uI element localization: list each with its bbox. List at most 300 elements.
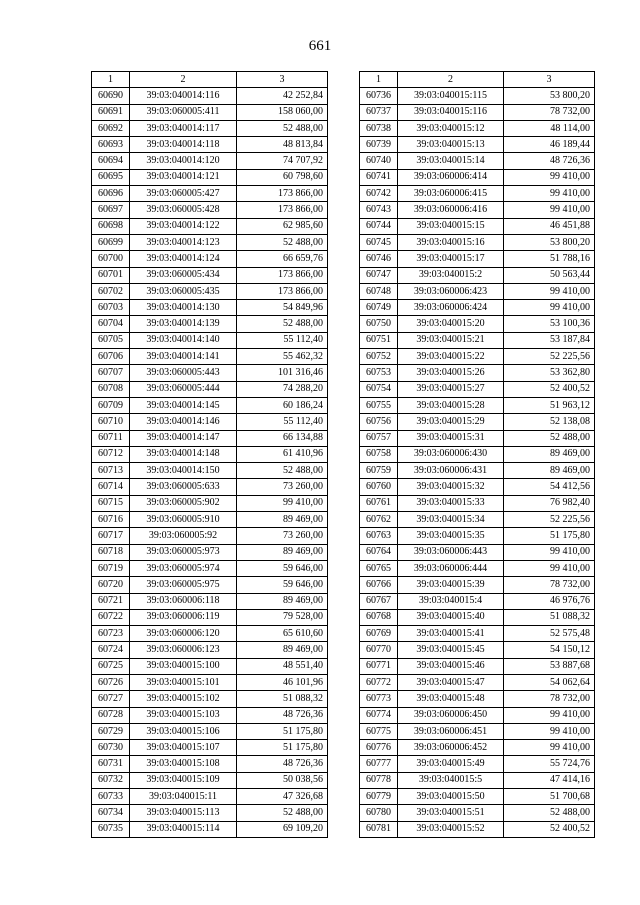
table-header-row [360,72,595,88]
cadastral-number: 39:03:040014:141 [130,349,237,365]
table-row [92,512,328,528]
cadastral-number: 39:03:060005:428 [130,202,237,218]
cadastral-number: 39:03:040015:27 [398,381,504,397]
cadastral-value: 53 887,68 [504,658,595,674]
cadastral-number: 39:03:040015:49 [398,756,504,772]
cadastral-number: 39:03:040015:101 [130,674,237,690]
row-number: 60701 [92,267,130,283]
table-row [92,365,328,381]
cadastral-value: 99 410,00 [504,707,595,723]
table-row [92,104,328,120]
row-number: 60750 [360,316,398,332]
table-row [360,528,595,544]
cadastral-value: 173 866,00 [237,283,328,299]
row-number: 60749 [360,300,398,316]
row-number: 60700 [92,251,130,267]
row-number: 60716 [92,512,130,528]
cadastral-value: 78 732,00 [504,691,595,707]
row-number: 60742 [360,186,398,202]
cadastral-value: 48 726,36 [504,153,595,169]
row-number: 60724 [92,642,130,658]
registry-table-right [359,71,595,838]
cadastral-number: 39:03:060005:435 [130,283,237,299]
column-header-cadastral: 2 [130,72,237,88]
cadastral-number: 39:03:040014:116 [130,88,237,104]
row-number: 60762 [360,512,398,528]
row-number: 60748 [360,283,398,299]
cadastral-value: 73 260,00 [237,479,328,495]
row-number: 60725 [92,658,130,674]
row-number: 60723 [92,626,130,642]
table-row [360,512,595,528]
table-row [92,251,328,267]
cadastral-value: 47 326,68 [237,789,328,805]
cadastral-value: 54 849,96 [237,300,328,316]
row-number: 60703 [92,300,130,316]
cadastral-value: 54 062,64 [504,674,595,690]
table-row [360,169,595,185]
row-number: 60691 [92,104,130,120]
table-row [360,707,595,723]
table-row [360,251,595,267]
cadastral-number: 39:03:040015:15 [398,218,504,234]
table-row [92,560,328,576]
table-row [360,365,595,381]
row-number: 60702 [92,283,130,299]
cadastral-value: 53 800,20 [504,234,595,250]
cadastral-value: 60 186,24 [237,397,328,413]
table-row [360,120,595,136]
table-row [92,821,328,837]
row-number: 60715 [92,495,130,511]
row-number: 60752 [360,349,398,365]
cadastral-value: 89 469,00 [237,593,328,609]
cadastral-number: 39:03:040015:108 [130,756,237,772]
table-row [92,723,328,739]
cadastral-number: 39:03:040015:31 [398,430,504,446]
cadastral-number: 39:03:060006:118 [130,593,237,609]
table-row [92,381,328,397]
cadastral-number: 39:03:040015:41 [398,626,504,642]
cadastral-value: 99 410,00 [237,495,328,511]
cadastral-value: 52 225,56 [504,349,595,365]
table-row [360,577,595,593]
cadastral-value: 50 563,44 [504,267,595,283]
cadastral-number: 39:03:040015:20 [398,316,504,332]
table-row [360,821,595,837]
table-row [360,609,595,625]
cadastral-number: 39:03:060005:434 [130,267,237,283]
table-row [92,414,328,430]
row-number: 60726 [92,674,130,690]
cadastral-value: 46 189,44 [504,137,595,153]
cadastral-value: 61 410,96 [237,446,328,462]
table-row [92,658,328,674]
row-number: 60751 [360,332,398,348]
table-row [92,397,328,413]
cadastral-value: 51 088,32 [237,691,328,707]
cadastral-number: 39:03:060005:902 [130,495,237,511]
cadastral-value: 42 252,84 [237,88,328,104]
cadastral-number: 39:03:040015:4 [398,593,504,609]
row-number: 60766 [360,577,398,593]
cadastral-number: 39:03:060006:450 [398,707,504,723]
row-number: 60730 [92,740,130,756]
cadastral-value: 99 410,00 [504,723,595,739]
cadastral-number: 39:03:040015:40 [398,609,504,625]
row-number: 60722 [92,609,130,625]
table-row [92,495,328,511]
cadastral-value: 74 707,92 [237,153,328,169]
row-number: 60760 [360,479,398,495]
row-number: 60705 [92,332,130,348]
cadastral-value: 99 410,00 [504,202,595,218]
cadastral-value: 78 732,00 [504,104,595,120]
column-header-value: 3 [237,72,328,88]
cadastral-value: 52 138,08 [504,414,595,430]
cadastral-value: 55 724,76 [504,756,595,772]
cadastral-number: 39:03:060005:910 [130,512,237,528]
row-number: 60707 [92,365,130,381]
cadastral-number: 39:03:060006:415 [398,186,504,202]
cadastral-number: 39:03:060006:443 [398,544,504,560]
cadastral-value: 52 400,52 [504,821,595,837]
cadastral-number: 39:03:060005:92 [130,528,237,544]
cadastral-number: 39:03:040015:100 [130,658,237,674]
cadastral-value: 51 175,80 [504,528,595,544]
row-number: 60759 [360,463,398,479]
cadastral-number: 39:03:060006:123 [130,642,237,658]
cadastral-value: 78 732,00 [504,577,595,593]
row-number: 60698 [92,218,130,234]
cadastral-number: 39:03:040014:117 [130,120,237,136]
cadastral-value: 53 800,20 [504,88,595,104]
row-number: 60772 [360,674,398,690]
cadastral-number: 39:03:040014:140 [130,332,237,348]
cadastral-number: 39:03:040015:14 [398,153,504,169]
table-row [360,332,595,348]
cadastral-number: 39:03:040014:150 [130,463,237,479]
table-row [360,495,595,511]
table-row [360,349,595,365]
cadastral-number: 39:03:060005:411 [130,104,237,120]
row-number: 60756 [360,414,398,430]
row-number: 60706 [92,349,130,365]
cadastral-value: 158 060,00 [237,104,328,120]
table-row [92,642,328,658]
row-number: 60776 [360,740,398,756]
table-row [92,120,328,136]
cadastral-number: 39:03:040015:102 [130,691,237,707]
cadastral-value: 51 963,12 [504,397,595,413]
table-row [360,186,595,202]
row-number: 60763 [360,528,398,544]
table-row [92,707,328,723]
table-row [92,430,328,446]
cadastral-number: 39:03:060005:974 [130,560,237,576]
row-number: 60714 [92,479,130,495]
table-row [92,202,328,218]
cadastral-value: 52 488,00 [504,430,595,446]
table-row [92,789,328,805]
row-number: 60697 [92,202,130,218]
table-row [360,805,595,821]
cadastral-value: 53 362,80 [504,365,595,381]
table-row [360,446,595,462]
cadastral-number: 39:03:040015:22 [398,349,504,365]
cadastral-number: 39:03:060005:427 [130,186,237,202]
cadastral-number: 39:03:040015:28 [398,397,504,413]
row-number: 60699 [92,234,130,250]
cadastral-value: 89 469,00 [504,446,595,462]
cadastral-number: 39:03:040014:121 [130,169,237,185]
cadastral-value: 51 175,80 [237,723,328,739]
row-number: 60710 [92,414,130,430]
cadastral-number: 39:03:040015:35 [398,528,504,544]
table-row [92,691,328,707]
table-row [360,642,595,658]
cadastral-number: 39:03:060006:423 [398,283,504,299]
cadastral-number: 39:03:040015:16 [398,234,504,250]
cadastral-number: 39:03:060005:975 [130,577,237,593]
cadastral-number: 39:03:040015:113 [130,805,237,821]
cadastral-number: 39:03:060006:424 [398,300,504,316]
cadastral-value: 54 150,12 [504,642,595,658]
row-number: 60734 [92,805,130,821]
row-number: 60775 [360,723,398,739]
row-number: 60731 [92,756,130,772]
cadastral-value: 50 038,56 [237,772,328,788]
cadastral-value: 74 288,20 [237,381,328,397]
cadastral-number: 39:03:040015:32 [398,479,504,495]
cadastral-value: 46 451,88 [504,218,595,234]
row-number: 60733 [92,789,130,805]
table-row [360,463,595,479]
cadastral-value: 46 101,96 [237,674,328,690]
row-number: 60711 [92,430,130,446]
cadastral-number: 39:03:040015:45 [398,642,504,658]
cadastral-number: 39:03:040015:2 [398,267,504,283]
cadastral-value: 46 976,76 [504,593,595,609]
table-row [360,674,595,690]
table-row [92,528,328,544]
table-row [92,756,328,772]
row-number: 60728 [92,707,130,723]
table-row [92,772,328,788]
cadastral-value: 48 726,36 [237,756,328,772]
table-row [92,805,328,821]
cadastral-value: 48 726,36 [237,707,328,723]
cadastral-number: 39:03:040015:12 [398,120,504,136]
cadastral-number: 39:03:040015:34 [398,512,504,528]
row-number: 60738 [360,120,398,136]
cadastral-number: 39:03:040015:107 [130,740,237,756]
row-number: 60732 [92,772,130,788]
table-row [92,479,328,495]
cadastral-number: 39:03:060005:633 [130,479,237,495]
table-row [360,414,595,430]
cadastral-value: 76 982,40 [504,495,595,511]
table-row [92,446,328,462]
cadastral-value: 47 414,16 [504,772,595,788]
column-header-value: 3 [504,72,595,88]
cadastral-value: 52 488,00 [237,120,328,136]
cadastral-value: 173 866,00 [237,267,328,283]
cadastral-number: 39:03:040015:51 [398,805,504,821]
table-row [92,316,328,332]
row-number: 60745 [360,234,398,250]
row-number: 60694 [92,153,130,169]
row-number: 60747 [360,267,398,283]
table-row [92,267,328,283]
table-row [360,381,595,397]
cadastral-number: 39:03:040015:115 [398,88,504,104]
row-number: 60718 [92,544,130,560]
cadastral-number: 39:03:060006:431 [398,463,504,479]
row-number: 60708 [92,381,130,397]
table-row [92,463,328,479]
table-row [92,674,328,690]
cadastral-value: 89 469,00 [504,463,595,479]
table-row [92,626,328,642]
table-row [92,153,328,169]
cadastral-value: 51 088,32 [504,609,595,625]
cadastral-number: 39:03:060006:414 [398,169,504,185]
cadastral-value: 54 412,56 [504,479,595,495]
cadastral-number: 39:03:040015:50 [398,789,504,805]
table-row [92,218,328,234]
row-number: 60779 [360,789,398,805]
table-row [360,104,595,120]
row-number: 60767 [360,593,398,609]
cadastral-number: 39:03:040015:21 [398,332,504,348]
row-number: 60696 [92,186,130,202]
table-row [360,153,595,169]
cadastral-value: 52 488,00 [237,234,328,250]
cadastral-value: 52 488,00 [237,805,328,821]
row-number: 60729 [92,723,130,739]
table-row [92,609,328,625]
cadastral-number: 39:03:040015:11 [130,789,237,805]
row-number: 60740 [360,153,398,169]
table-row [360,88,595,104]
row-number: 60713 [92,463,130,479]
row-number: 60755 [360,397,398,413]
row-number: 60743 [360,202,398,218]
table-row [92,300,328,316]
cadastral-number: 39:03:040015:13 [398,137,504,153]
row-number: 60773 [360,691,398,707]
row-number: 60704 [92,316,130,332]
cadastral-number: 39:03:060006:119 [130,609,237,625]
cadastral-number: 39:03:040015:26 [398,365,504,381]
cadastral-number: 39:03:040015:29 [398,414,504,430]
cadastral-value: 99 410,00 [504,740,595,756]
row-number: 60709 [92,397,130,413]
table-row [360,756,595,772]
cadastral-value: 53 100,36 [504,316,595,332]
cadastral-number: 39:03:040015:5 [398,772,504,788]
cadastral-value: 89 469,00 [237,642,328,658]
table-row [360,691,595,707]
table-row [360,283,595,299]
cadastral-number: 39:03:040015:17 [398,251,504,267]
row-number: 60693 [92,137,130,153]
row-number: 60765 [360,560,398,576]
table-row [360,479,595,495]
table-row [92,593,328,609]
cadastral-value: 52 400,52 [504,381,595,397]
cadastral-value: 59 646,00 [237,560,328,576]
cadastral-number: 39:03:060006:444 [398,560,504,576]
cadastral-number: 39:03:040015:47 [398,674,504,690]
cadastral-value: 52 575,48 [504,626,595,642]
row-number: 60739 [360,137,398,153]
table-row [360,740,595,756]
table-row [92,349,328,365]
table-row [92,137,328,153]
cadastral-number: 39:03:060005:443 [130,365,237,381]
cadastral-number: 39:03:060006:452 [398,740,504,756]
row-number: 60736 [360,88,398,104]
cadastral-number: 39:03:040014:147 [130,430,237,446]
cadastral-value: 55 462,32 [237,349,328,365]
row-number: 60758 [360,446,398,462]
row-number: 60720 [92,577,130,593]
cadastral-value: 99 410,00 [504,544,595,560]
row-number: 60741 [360,169,398,185]
row-number: 60761 [360,495,398,511]
cadastral-value: 65 610,60 [237,626,328,642]
table-row [360,626,595,642]
cadastral-value: 52 488,00 [237,463,328,479]
cadastral-value: 53 187,84 [504,332,595,348]
row-number: 60769 [360,626,398,642]
cadastral-value: 99 410,00 [504,560,595,576]
cadastral-value: 55 112,40 [237,332,328,348]
cadastral-number: 39:03:060006:451 [398,723,504,739]
table-row [360,658,595,674]
cadastral-value: 89 469,00 [237,512,328,528]
row-number: 60753 [360,365,398,381]
table-row [360,218,595,234]
cadastral-number: 39:03:040015:106 [130,723,237,739]
row-number: 60717 [92,528,130,544]
table-row [92,740,328,756]
cadastral-value: 55 112,40 [237,414,328,430]
cadastral-value: 173 866,00 [237,186,328,202]
cadastral-value: 60 798,60 [237,169,328,185]
cadastral-value: 52 488,00 [504,805,595,821]
row-number: 60764 [360,544,398,560]
cadastral-number: 39:03:040014:139 [130,316,237,332]
cadastral-value: 69 109,20 [237,821,328,837]
cadastral-value: 59 646,00 [237,577,328,593]
row-number: 60712 [92,446,130,462]
row-number: 60774 [360,707,398,723]
table-row [360,397,595,413]
table-header-row [92,72,328,88]
cadastral-number: 39:03:060006:430 [398,446,504,462]
table-row [92,283,328,299]
table-row [92,544,328,560]
registry-table-left [91,71,328,838]
cadastral-value: 73 260,00 [237,528,328,544]
cadastral-number: 39:03:040014:122 [130,218,237,234]
cadastral-value: 66 659,76 [237,251,328,267]
cadastral-value: 48 813,84 [237,137,328,153]
row-number: 60727 [92,691,130,707]
